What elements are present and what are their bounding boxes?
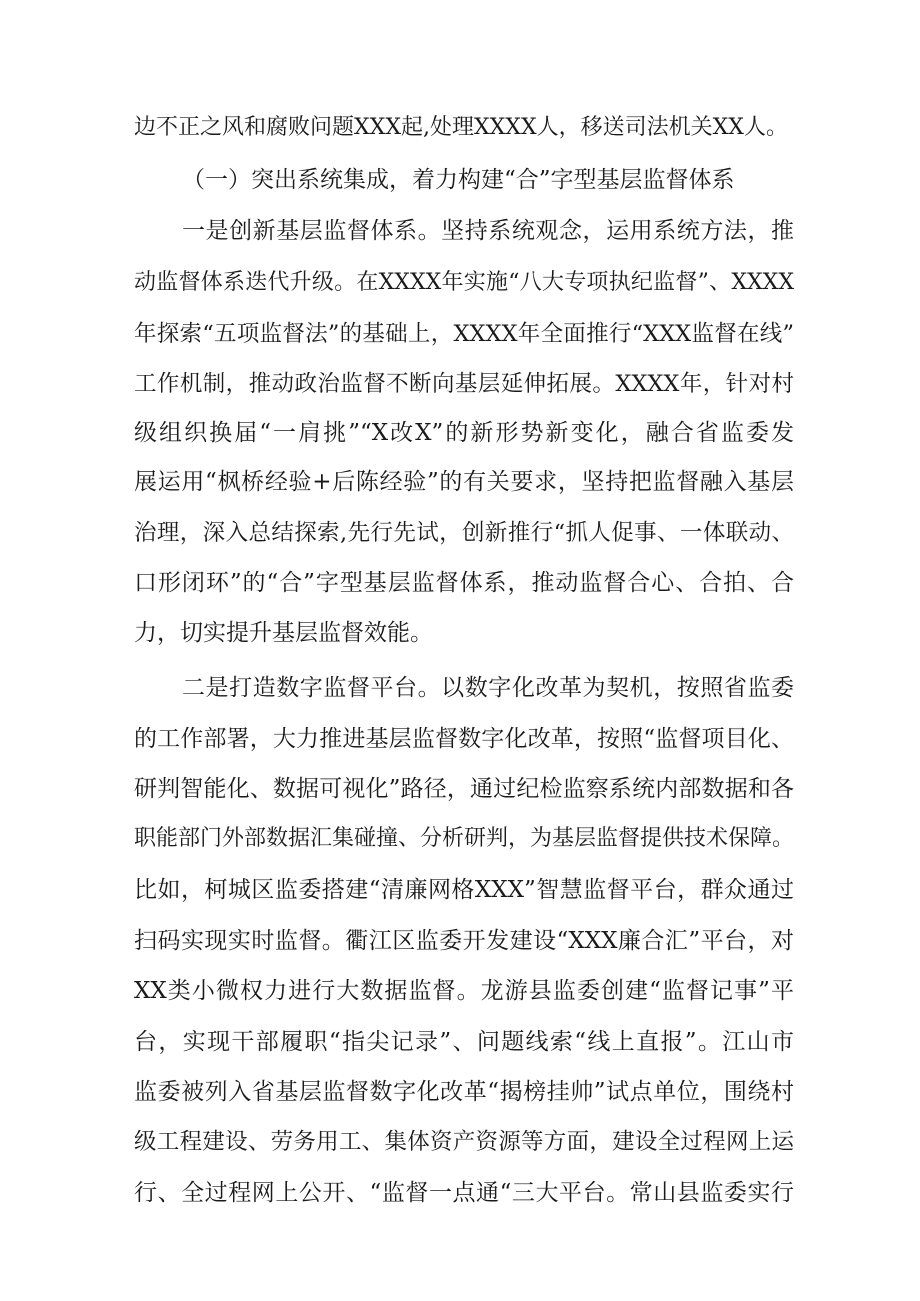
paragraph-line: 力，切实提升基层监督效能。 [134, 620, 433, 646]
paragraph-line: 研判智能化、数据可视化”路径，通过纪检监察系统内部数据和各 [134, 776, 794, 802]
paragraph-line: 工作机制，推动政治监督不断向基层延伸拓展。XXXX年，针对村 [134, 371, 794, 397]
paragraph-line: 展运用“枫桥经验+后陈经验”的有关要求，坚持把监督融入基层 [134, 469, 794, 495]
paragraph-line: 治理，深入总结探索,先行先试，创新推行“抓人促事、一体联动、 [134, 520, 794, 546]
paragraph-line: 扫码实现实时监督。衢江区监委开发建设“XXX廉合汇”平台，对 [134, 928, 794, 954]
paragraph-line: 级组织换届“一肩挑”“X改X”的新形势新变化，融合省监委发 [134, 420, 794, 446]
paragraph-line: 监委被列入省基层监督数字化改革“揭榜挂帅”试点单位，围绕村 [134, 1079, 794, 1105]
paragraph-line: 二是打造数字监督平台。以数字化改革为契机，按照省监委 [182, 675, 794, 701]
paragraph-line: 行、全过程网上公开、“监督一点通“三大平台。常山县监委实行 [134, 1180, 794, 1206]
paragraph-line: 比如，柯城区监委搭建“清廉网格XXX”智慧监督平台，群众通过 [134, 877, 794, 903]
paragraph-line: 动监督体系迭代升级。在XXXX年实施“八大专项执纪监督”、XXXX [134, 270, 794, 295]
paragraph-line: XX类小微权力进行大数据监督。龙游县监委创建“监督记事”平 [134, 978, 794, 1004]
paragraph-line: 年探索“五项监督法”的基础上，XXXX年全面推行“XXX监督在线” [134, 321, 794, 347]
paragraph-line: 边不正之风和腐败问题XXX起,处理XXXX人，移送司法机关XX人。 [134, 115, 788, 140]
paragraph-line: 台，实现干部履职“指尖记录”、问题线索“线上直报”。江山市 [134, 1029, 794, 1055]
section-heading: （一）突出系统集成，着力构建“合”字型基层监督体系 [182, 167, 735, 193]
paragraph-line: 职能部门外部数据汇集碰撞、分析研判，为基层监督提供技术保障。 [134, 826, 795, 851]
paragraph-line: 一是创新基层监督体系。坚持系统观念，运用系统方法，推 [182, 218, 794, 244]
paragraph-line: 级工程建设、劳务用工、集体资产资源等方面，建设全过程网上运 [134, 1129, 794, 1155]
paragraph-line: 口形闭环”的“合”字型基层监督体系，推动监督合心、合拍、合 [134, 570, 794, 596]
paragraph-line: 的工作部署，大力推进基层监督数字化改革，按照“监督项目化、 [134, 726, 794, 752]
